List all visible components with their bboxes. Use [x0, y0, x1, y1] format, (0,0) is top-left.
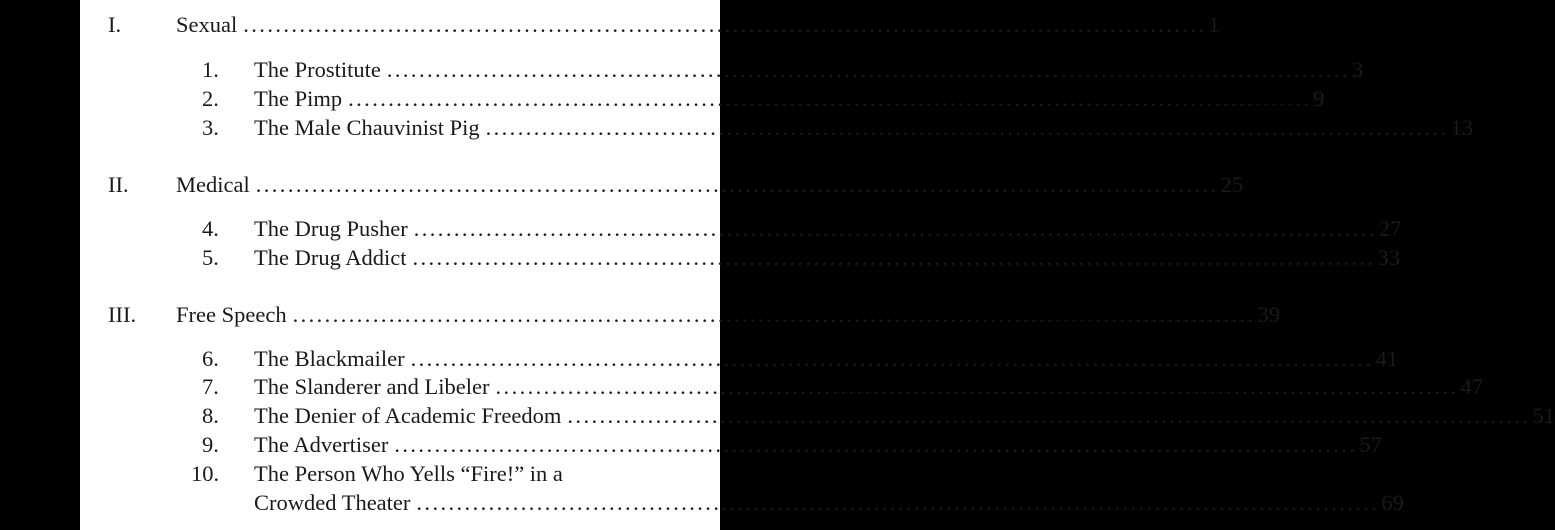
dot-leader: ........................................................................................................................: [255, 172, 1219, 197]
toc-chapter-entry[interactable]: [80, 113, 1474, 143]
dot-leader: ........................................................................................................................: [495, 374, 1459, 399]
toc-chapter-entry[interactable]: [80, 401, 1555, 431]
toc-chapter-entry[interactable]: [80, 372, 1484, 402]
chapter-title: The Person Who Yells “Fire!” in a: [254, 461, 563, 486]
toc-chapter-entry[interactable]: [80, 214, 1402, 244]
section-numeral: II.: [108, 172, 129, 197]
toc-chapter-entry[interactable]: [80, 459, 720, 489]
dot-leader: ........................................................................................................................: [394, 432, 1358, 457]
dot-leader: ........................................................................................................................: [410, 346, 1374, 371]
chapter-title: The Slanderer and Libeler: [254, 374, 490, 399]
page-number: 13: [1450, 115, 1474, 140]
dot-leader: ........................................................................................................................: [413, 216, 1377, 241]
chapter-number: 4.: [202, 216, 219, 241]
dot-leader: ........................................................................................................................: [348, 86, 1312, 111]
chapter-title: The Advertiser: [254, 432, 389, 457]
chapter-number: 1.: [202, 57, 219, 82]
dot-leader: ........................................................................................................................: [243, 12, 1207, 37]
chapter-title: The Male Chauvinist Pig: [254, 115, 480, 140]
page-number: 39: [1257, 302, 1281, 327]
page-number: 41: [1375, 346, 1399, 371]
chapter-number: 5.: [202, 245, 219, 270]
toc-chapter-entry[interactable]: [80, 344, 1399, 374]
chapter-title: The Prostitute: [254, 57, 381, 82]
dot-leader: ........................................................................................................................: [416, 490, 1380, 515]
chapter-number: 2.: [202, 86, 219, 111]
chapter-title-continued: Crowded Theater: [254, 490, 411, 515]
toc-chapter-entry[interactable]: [80, 55, 1364, 85]
toc-section-entry[interactable]: [80, 170, 1244, 200]
chapter-number: 3.: [202, 115, 219, 140]
toc-page: [80, 0, 1555, 530]
chapter-title: The Denier of Academic Freedom: [254, 403, 562, 428]
page-number: 27: [1378, 216, 1402, 241]
toc-chapter-entry[interactable]: [80, 84, 1325, 114]
dot-leader: ........................................................................................................................: [292, 302, 1256, 327]
dot-leader: ........................................................................................................................: [567, 403, 1531, 428]
toc-chapter-entry[interactable]: [80, 243, 1400, 273]
chapter-number: 7.: [202, 374, 219, 399]
toc-section-entry[interactable]: [80, 10, 1220, 40]
chapter-number: 10.: [191, 461, 220, 486]
section-title: Free Speech: [176, 302, 287, 327]
chapter-title: The Blackmailer: [254, 346, 405, 371]
section-title: Sexual: [176, 12, 238, 37]
page-number: 57: [1359, 432, 1382, 457]
chapter-title: The Pimp: [254, 86, 343, 111]
page-number: 25: [1220, 172, 1244, 197]
chapter-number: 8.: [202, 403, 219, 428]
dot-leader: ........................................................................................................................: [412, 245, 1376, 270]
page-number: 9: [1313, 86, 1325, 111]
toc-chapter-entry[interactable]: [80, 430, 1382, 460]
toc-chapter-entry-continued[interactable]: [80, 488, 1404, 518]
page-number: 1: [1208, 12, 1220, 37]
dot-leader: ........................................................................................................................: [485, 115, 1449, 140]
chapter-number: 6.: [202, 346, 219, 371]
section-title: Medical: [176, 172, 250, 197]
page-number: 33: [1377, 245, 1400, 270]
page-number: 47: [1460, 374, 1484, 399]
chapter-title: The Drug Addict: [254, 245, 407, 270]
page-number: 69: [1381, 490, 1404, 515]
toc-section-entry[interactable]: [80, 300, 1281, 330]
dot-leader: ........................................................................................................................: [386, 57, 1350, 82]
section-numeral: III.: [108, 302, 137, 327]
page-number: 3: [1351, 57, 1364, 82]
section-numeral: I.: [108, 12, 122, 37]
chapter-title: The Drug Pusher: [254, 216, 408, 241]
chapter-number: 9.: [202, 432, 219, 457]
page-number: 51: [1532, 403, 1555, 428]
